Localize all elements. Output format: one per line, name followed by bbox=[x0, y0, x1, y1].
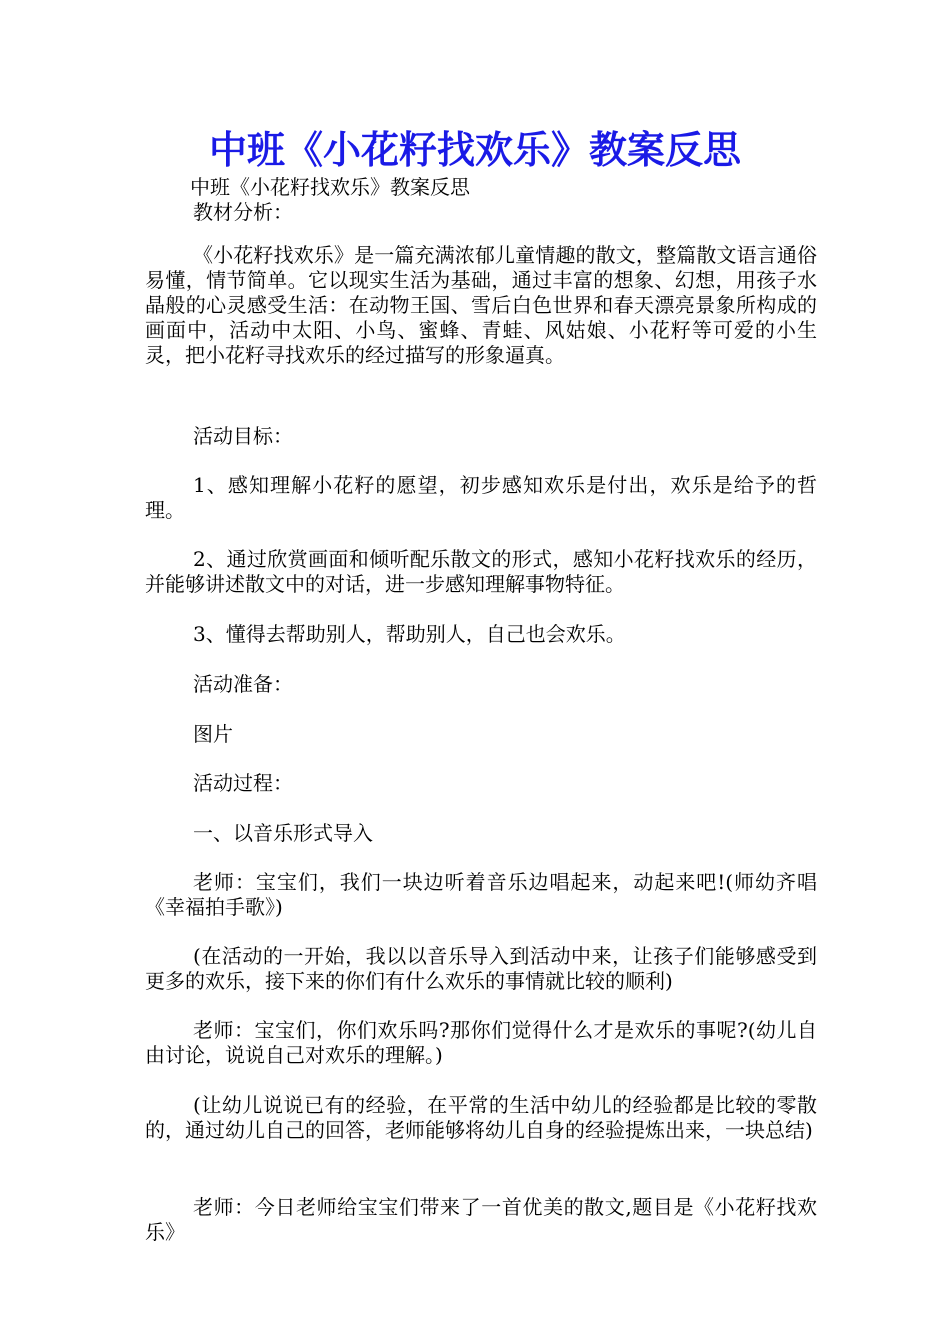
paragraph-reflection-2: (让幼儿说说已有的经验，在平常的生活中幼儿的经验都是比较的零散的，通过幼儿自己的回答，老师能够将幼儿自身的经验提炼出来，一块总结) bbox=[145, 1093, 817, 1142]
document-title: 中班《小花籽找欢乐》教案反思 bbox=[208, 127, 741, 172]
document-subtitle: 中班《小花籽找欢乐》教案反思 bbox=[190, 175, 470, 199]
heading-activity-goals: 活动目标： bbox=[193, 424, 293, 448]
heading-activity-process: 活动过程： bbox=[193, 771, 293, 795]
paragraph-reflection-1: (在活动的一开始，我以以音乐导入到活动中来，让孩子们能够感受到更多的欢乐，接下来的你们有什么欢乐的事情就比较的顺利) bbox=[145, 944, 817, 993]
paragraph-preparation-pictures: 图片 bbox=[193, 722, 233, 746]
paragraph-material-analysis: 《小花籽找欢乐》是一篇充满浓郁儿童情趣的散文，整篇散文语言通俗易懂，情节简单。它以现实生活为基础，通过丰富的想象、幻想，用孩子水晶般的心灵感受生活：在动物王国、雪后白色世界和春天漂亮景象所构成的画面中，活动中太阳、小鸟、蜜蜂、青蛙、风姑娘、小花籽等可爱的小生灵，把小花籽寻找欢乐的经过描写的形象逼真。 bbox=[145, 243, 817, 367]
heading-activity-preparation: 活动准备： bbox=[193, 672, 293, 696]
heading-process-step-1: 一、以音乐形式导入 bbox=[193, 821, 373, 845]
paragraph-teacher-dialogue-3: 老师：今日老师给宝宝们带来了一首优美的散文,题目是《小花籽找欢乐》 bbox=[145, 1195, 817, 1244]
paragraph-goal-3: 3、懂得去帮助别人，帮助别人，自己也会欢乐。 bbox=[193, 622, 626, 646]
paragraph-goal-1: 1、感知理解小花籽的愿望，初步感知欢乐是付出，欢乐是给予的哲理。 bbox=[145, 473, 817, 522]
section-label-material-analysis: 教材分析： bbox=[193, 200, 293, 224]
paragraph-goal-2: 2、通过欣赏画面和倾听配乐散文的形式，感知小花籽找欢乐的经历，并能够讲述散文中的对话，进一步感知理解事物特征。 bbox=[145, 547, 817, 596]
paragraph-teacher-dialogue-1: 老师：宝宝们，我们一块边听着音乐边唱起来，动起来吧!(师幼齐唱《幸福拍手歌》) bbox=[145, 870, 817, 919]
paragraph-teacher-dialogue-2: 老师：宝宝们，你们欢乐吗?那你们觉得什么才是欢乐的事呢?(幼儿自由讨论，说说自己对欢乐的理解。) bbox=[145, 1018, 817, 1067]
